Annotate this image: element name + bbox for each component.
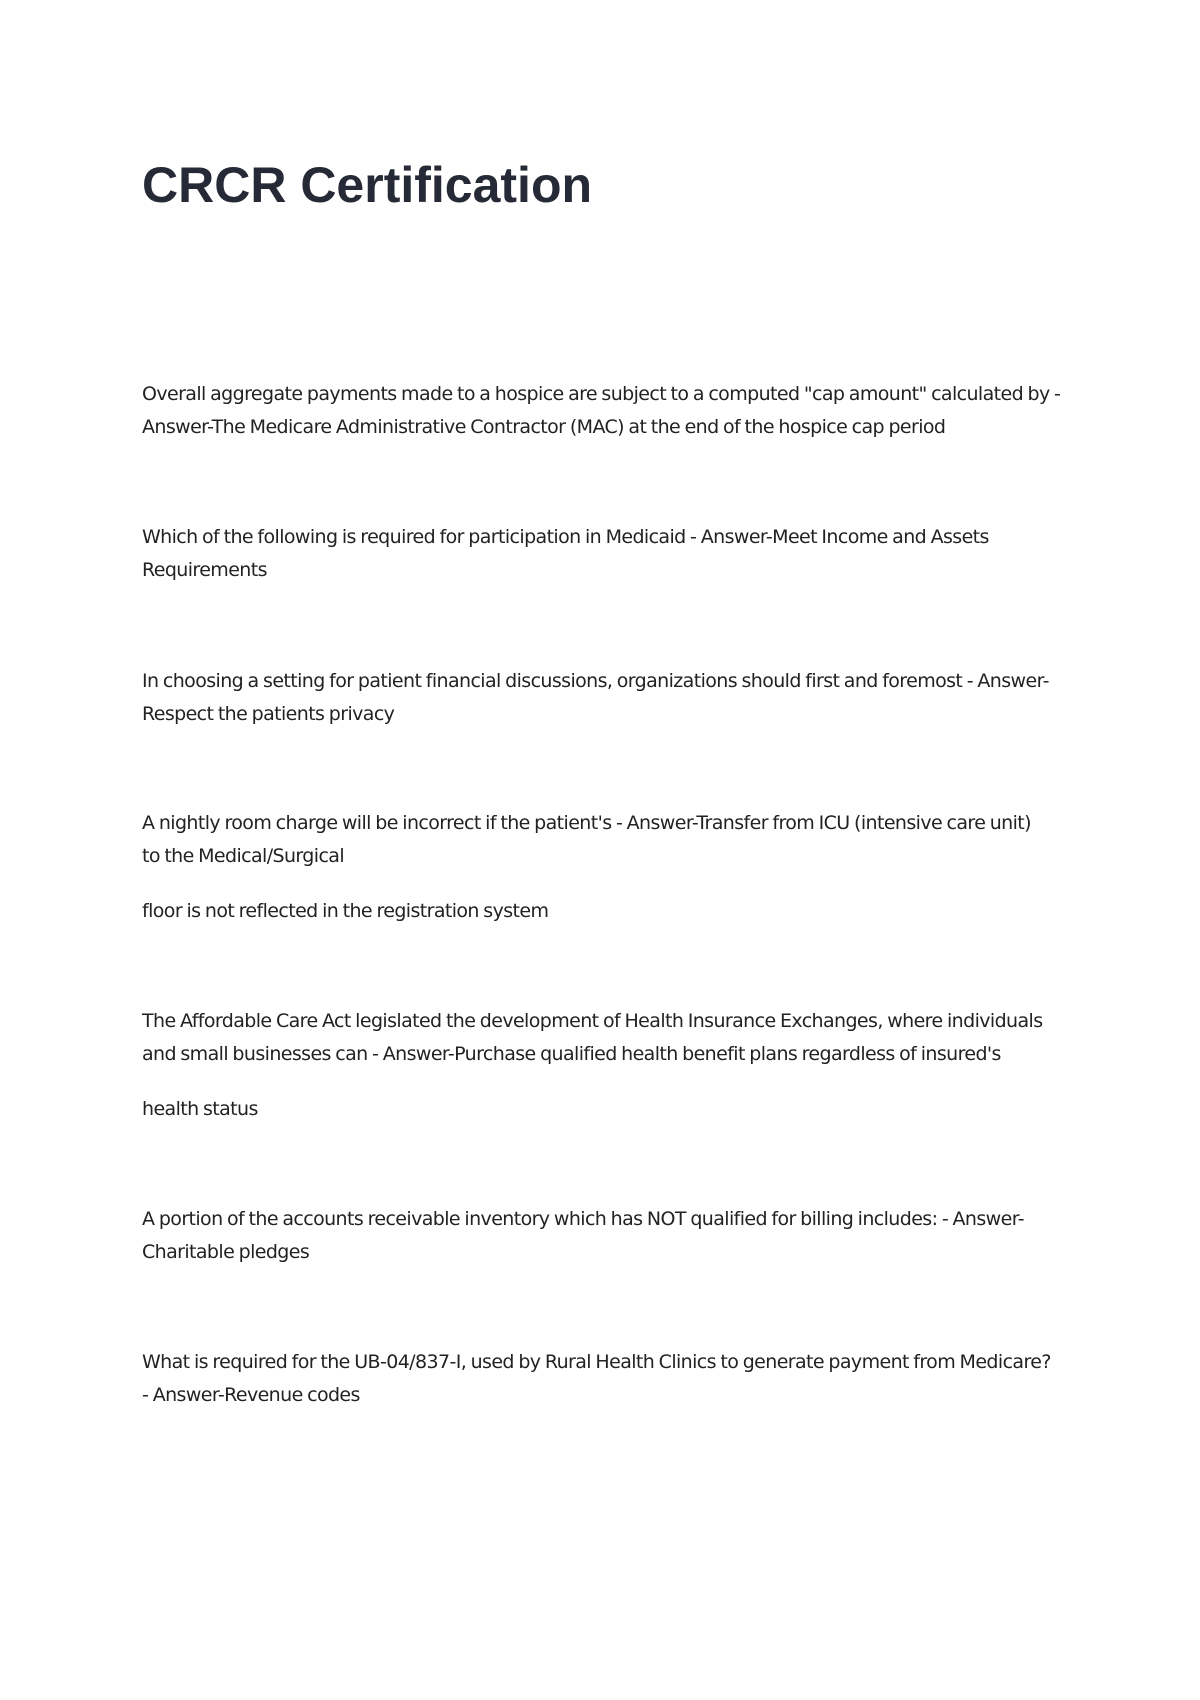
entry-text-line: Answer-The Medicare Administrative Contractor (MAC) at the end of the hospice cap period [142,416,946,438]
entry-text-line: - Answer-Revenue codes [142,1384,360,1406]
qa-entry-1 [142,378,1082,444]
entry-text-line: A nightly room charge will be incorrect if the patient's - Answer-Transfer from ICU (intensive care unit) [142,812,1031,834]
entry-text-line: Respect the patients privacy [142,703,395,725]
qa-entry-4 [142,807,1082,928]
entry-text-line: Which of the following is required for participation in Medicaid - Answer-Meet Income and Assets [142,526,989,548]
qa-entry-7 [142,1346,1082,1412]
entry-text-line: floor is not reflected in the registration system [142,900,549,922]
entry-text-line: In choosing a setting for patient financial discussions, organizations should first and foremost - Answer- [142,670,1049,692]
entry-text-line: Overall aggregate payments made to a hospice are subject to a computed "cap amount" calculated by - [142,383,1061,405]
entry-text-line: Requirements [142,559,267,581]
entry-text-line: health status [142,1098,258,1120]
entry-text-line: Charitable pledges [142,1241,310,1263]
qa-entry-2 [142,521,1082,587]
entry-text-line: The Affordable Care Act legislated the development of Health Insurance Exchanges, where individuals [142,1010,1043,1032]
qa-entry-6 [142,1203,1082,1269]
entry-text-line: and small businesses can - Answer-Purchase qualified health benefit plans regardless of insured's [142,1043,1001,1065]
entry-text-line: A portion of the accounts receivable inventory which has NOT qualified for billing includes: - Answer- [142,1208,1024,1230]
entry-text-line: What is required for the UB-04/837-I, used by Rural Health Clinics to generate payment from Medicare? [142,1351,1051,1373]
qa-entry-3 [142,665,1082,731]
entry-text-line: to the Medical/Surgical [142,845,345,867]
page-title: CRCR Certification [142,157,593,213]
qa-entry-5 [142,1005,1082,1126]
